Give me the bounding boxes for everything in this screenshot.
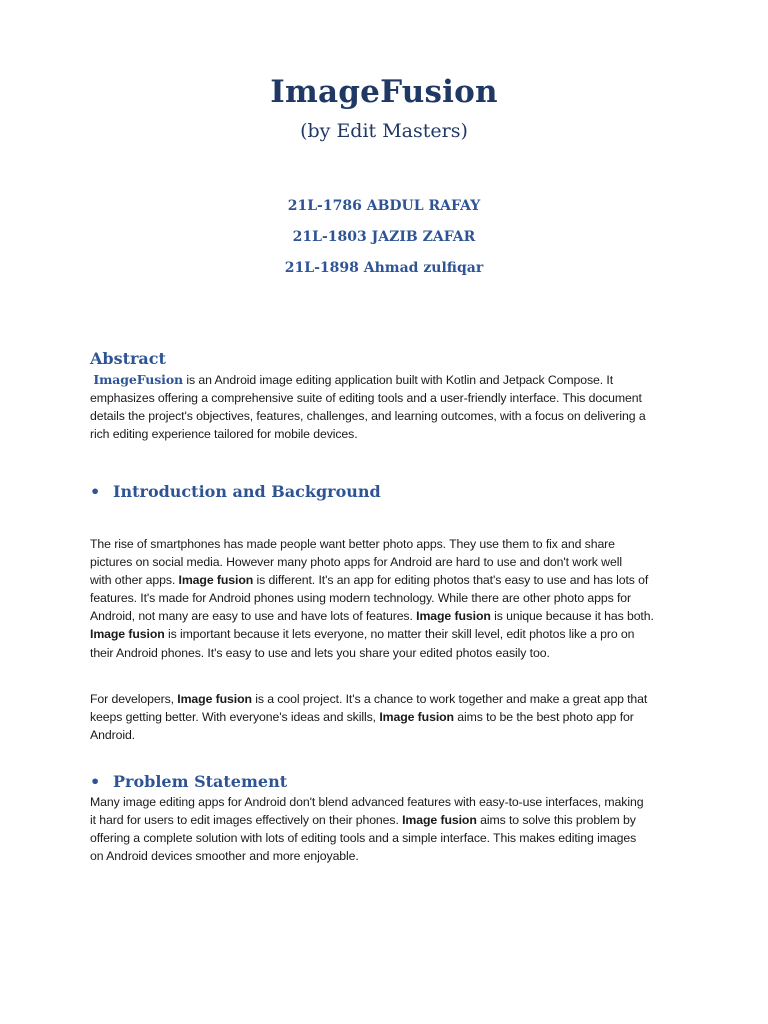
problem-line-3: offering a complete solution with lots of editing tools and a simple interface. This makes editing images: [90, 831, 637, 846]
text-segment: is different. It's an app for editing photos that's easy to use and has lots of: [253, 573, 649, 588]
intro-heading-text: Introduction and Background: [113, 482, 381, 501]
problem-line-2: [90, 811, 680, 829]
intro-paragraph-2: [90, 690, 680, 744]
abstract-heading: Abstract: [90, 349, 166, 368]
problem-paragraph: [90, 793, 680, 865]
bold-app-name: Image fusion: [177, 692, 252, 706]
text-segment: is a cool project. It's a chance to work together and make a great app that: [251, 692, 648, 706]
text-segment: aims to solve this problem by: [476, 813, 636, 828]
intro-p1-line-3: [90, 571, 680, 589]
intro-p1-line-4: features. It's made for Android phones using modern technology. While there are other photo apps for: [90, 591, 632, 606]
text-segment: aims to be the best photo app for: [453, 710, 634, 725]
bold-app-name: Image fusion: [379, 710, 454, 725]
author-1: 21L-1786 ABDUL RAFAY: [287, 198, 481, 214]
problem-heading-text: Problem Statement: [113, 772, 288, 791]
intro-p1-line-6: [90, 625, 680, 643]
brand-name: ImageFusion: [93, 372, 184, 387]
bold-app-name: Image fusion: [90, 627, 165, 642]
problem-line-1: Many image editing apps for Android don't blend advanced features with easy-to-use interfaces, making: [90, 795, 644, 809]
intro-paragraph-1: [90, 535, 680, 662]
intro-p1-line-5: [90, 607, 680, 625]
intro-p1-line-2: pictures on social media. However many photo apps for Android are hard to use and don't work well: [90, 555, 622, 570]
bold-app-name: Image fusion: [178, 573, 254, 588]
abstract-line-4: rich editing experience tailored for mobile devices.: [90, 427, 358, 442]
bullet-icon: •: [90, 772, 101, 791]
abstract-paragraph: [90, 371, 680, 443]
bold-app-name: Image fusion: [416, 609, 491, 624]
document-subtitle: (by Edit Masters): [300, 120, 468, 142]
intro-p1-line-7: their Android phones. It's easy to use and lets you share your edited photos easily too.: [90, 645, 550, 660]
author-3: 21L-1898 Ahmad zulfiqar: [284, 260, 484, 276]
bold-app-name: Image fusion: [402, 813, 477, 828]
intro-p2-line-2: [90, 708, 680, 726]
abstract-line-2: emphasizes offering a comprehensive suite of editing tools and a user-friendly interface. This document: [90, 391, 642, 406]
document-title: ImageFusion: [270, 74, 498, 110]
text-segment: is important because it lets everyone, no matter their skill level, edit photos like a pro on: [164, 627, 635, 642]
text-segment: For developers,: [90, 692, 178, 706]
intro-p1-line-1: The rise of smartphones has made people want better photo apps. They use them to fix and share: [90, 537, 615, 551]
problem-line-4: on Android devices smoother and more enjoyable.: [90, 849, 359, 864]
author-2: 21L-1803 JAZIB ZAFAR: [292, 229, 476, 245]
intro-p2-line-3: Android.: [90, 728, 136, 743]
intro-heading: [90, 482, 381, 501]
abstract-line-1: [90, 371, 680, 389]
intro-p2-line-1: [90, 690, 680, 708]
text-segment: with other apps.: [90, 573, 179, 588]
text-segment: keeps getting better. With everyone's ideas and skills,: [90, 710, 380, 725]
abstract-line-1-text: is an Android image editing application built with Kotlin and Jetpack Compose. It: [183, 373, 614, 387]
abstract-line-3: details the project's objectives, features, challenges, and learning outcomes, with a focus on delivering a: [90, 409, 646, 424]
problem-heading: [90, 772, 287, 791]
text-segment: Android, not many are easy to use and have lots of features.: [90, 609, 417, 624]
text-segment: it hard for users to edit images effectively on their phones.: [90, 813, 403, 828]
bullet-icon: •: [90, 482, 101, 501]
text-segment: is unique because it has both.: [490, 609, 654, 624]
